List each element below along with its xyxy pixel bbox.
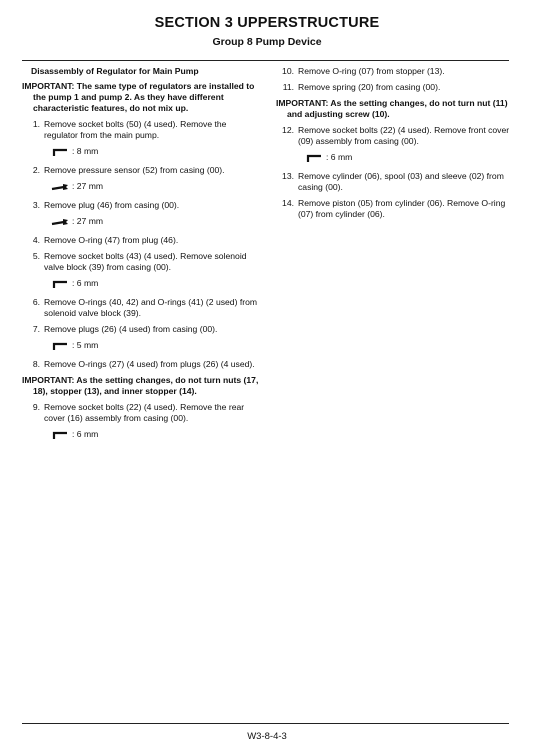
step-number: 7. bbox=[32, 324, 40, 334]
tool-size: : 6 mm bbox=[72, 429, 99, 439]
step-number: 11. bbox=[282, 82, 294, 92]
tool-size: : 8 mm bbox=[72, 146, 99, 156]
step-item bbox=[22, 402, 262, 424]
step-number: 13. bbox=[282, 171, 294, 181]
step-number: 6. bbox=[32, 297, 40, 307]
tool-spec bbox=[22, 216, 262, 228]
step-item bbox=[276, 198, 512, 220]
step-text: Remove pressure sensor (52) from casing (00). bbox=[44, 165, 225, 175]
important-note: IMPORTANT: As the setting changes, do not turn nuts (17, 18), stopper (13), and inner stopper (14). bbox=[22, 375, 259, 396]
tool-size: : 5 mm bbox=[72, 340, 99, 350]
page-number: W3-8-4-3 bbox=[247, 731, 287, 742]
tool-spec bbox=[22, 429, 262, 441]
step-item bbox=[22, 165, 262, 176]
tool-size: : 6 mm bbox=[72, 278, 99, 288]
hex-wrench-icon bbox=[51, 430, 69, 440]
step-text: Remove O-rings (40, 42) and O-rings (41) (2 used) from solenoid valve block (39). bbox=[44, 297, 258, 318]
hex-wrench-icon bbox=[51, 147, 69, 157]
step-text: Remove socket bolts (43) (4 used). Remove solenoid valve block (39) from casing (00). bbox=[44, 251, 247, 272]
spanner-icon bbox=[51, 182, 69, 192]
spanner-icon bbox=[51, 217, 69, 227]
left-column bbox=[22, 66, 262, 448]
step-number: 3. bbox=[32, 200, 40, 210]
section-title: SECTION 3 UPPERSTRUCTURE bbox=[154, 15, 380, 31]
step-text: Remove piston (05) from cylinder (06). Remove O-ring (07) from cylinder (06). bbox=[298, 198, 506, 219]
step-number: 4. bbox=[32, 235, 40, 245]
step-text: Remove plug (46) from casing (00). bbox=[44, 200, 180, 210]
important-note: IMPORTANT: The same type of regulators are installed to the pump 1 and pump 2. As they have different characteristic features, do not mix up. bbox=[22, 81, 255, 113]
step-item bbox=[276, 125, 512, 147]
step-text: Remove socket bolts (22) (4 used). Remove front cover (09) assembly from casing (00). bbox=[298, 125, 510, 146]
step-number: 10. bbox=[282, 66, 294, 76]
group-subtitle: Group 8 Pump Device bbox=[212, 36, 322, 48]
step-text: Remove O-ring (07) from stopper (13). bbox=[298, 66, 445, 76]
header-divider bbox=[22, 60, 509, 61]
right-column bbox=[276, 66, 512, 225]
hex-wrench-icon bbox=[51, 341, 69, 351]
footer-divider bbox=[22, 723, 509, 724]
step-item bbox=[22, 324, 262, 335]
tool-spec bbox=[22, 146, 262, 158]
step-item bbox=[22, 235, 262, 246]
step-text: Remove O-ring (47) from plug (46). bbox=[44, 235, 179, 245]
step-number: 2. bbox=[32, 165, 40, 175]
step-item bbox=[22, 251, 262, 273]
step-item bbox=[276, 82, 512, 93]
step-number: 5. bbox=[32, 251, 40, 261]
step-number: 14. bbox=[282, 198, 294, 208]
step-item bbox=[22, 359, 262, 370]
tool-spec bbox=[276, 152, 512, 164]
important-note: IMPORTANT: As the setting changes, do not turn nut (11) and adjusting screw (10). bbox=[276, 98, 508, 119]
step-number: 1. bbox=[32, 119, 40, 129]
hex-wrench-icon bbox=[51, 279, 69, 289]
tool-size: : 27 mm bbox=[72, 216, 104, 226]
tool-size: : 27 mm bbox=[72, 181, 104, 191]
procedure-heading: Disassembly of Regulator for Main Pump bbox=[31, 66, 199, 76]
step-number: 12. bbox=[282, 125, 294, 135]
step-text: Remove plugs (26) (4 used) from casing (00). bbox=[44, 324, 218, 334]
step-text: Remove socket bolts (50) (4 used). Remove the regulator from the main pump. bbox=[44, 119, 227, 140]
step-number: 8. bbox=[32, 359, 40, 369]
hex-wrench-icon bbox=[305, 153, 323, 163]
step-item bbox=[276, 171, 512, 193]
tool-size: : 6 mm bbox=[326, 152, 353, 162]
step-text: Remove spring (20) from casing (00). bbox=[298, 82, 441, 92]
tool-spec bbox=[22, 278, 262, 290]
step-item bbox=[276, 66, 512, 77]
step-number: 9. bbox=[32, 402, 40, 412]
step-item bbox=[22, 297, 262, 319]
step-item bbox=[22, 200, 262, 211]
tool-spec bbox=[22, 340, 262, 352]
step-text: Remove socket bolts (22) (4 used). Remove the rear cover (16) assembly from casing (00). bbox=[44, 402, 245, 423]
tool-spec bbox=[22, 181, 262, 193]
step-item bbox=[22, 119, 262, 141]
step-text: Remove O-rings (27) (4 used) from plugs (26) (4 used). bbox=[44, 359, 255, 369]
step-text: Remove cylinder (06), spool (03) and sleeve (02) from casing (00). bbox=[298, 171, 504, 192]
page-header bbox=[0, 14, 534, 49]
